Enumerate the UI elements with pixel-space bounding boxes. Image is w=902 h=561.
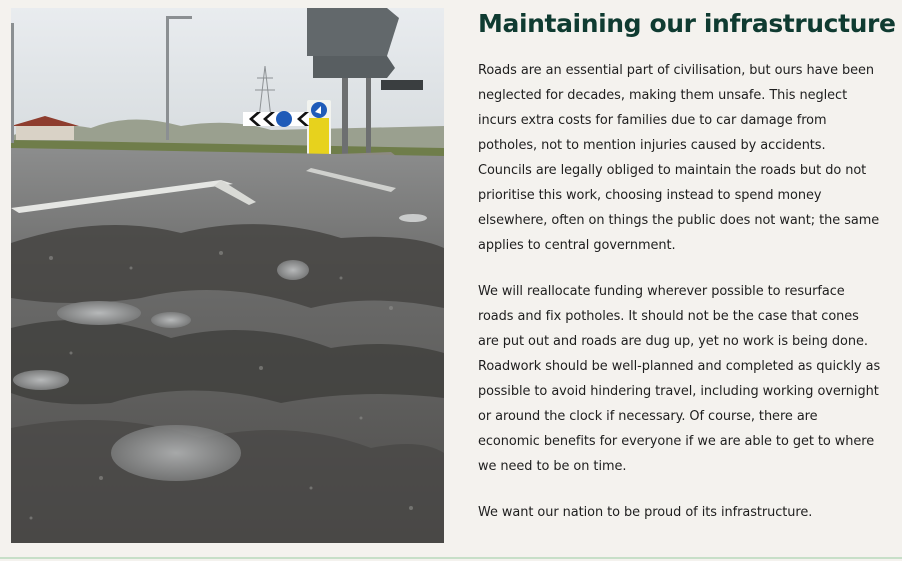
paragraph-roads-neglect: Roads are an essential part of civilisation, but ours have been neglected for decades, making them unsafe. This neglect incurs extra costs for families due to car damage from potholes, not to mention injuries caused by accidents. Councils are legally obliged to maintain the roads but do not prioritise this work, choosing instead to spend money elsewhere, often on things the public does not want; the same applies to central government. [478, 63, 880, 253]
paragraph-pride: We want our nation to be proud of its infrastructure. [478, 505, 813, 520]
paragraph-funding-plan: We will reallocate funding wherever possible to resurface roads and fix potholes. It should not be the case that cones are put out and roads are dug up, yet no work is being done. Roadwork should be well-planned and completed as quickly as possible to avoid hindering travel, including working overnight or around the clock if necessary. Of course, there are economic benefits for everyone if we are able to get to where we need to be on time. [478, 284, 881, 474]
pothole-road-photo [11, 8, 444, 543]
infrastructure-section [478, 6, 896, 546]
bottom-divider [0, 557, 902, 559]
section-title: Maintaining our infrastructure [478, 9, 896, 38]
